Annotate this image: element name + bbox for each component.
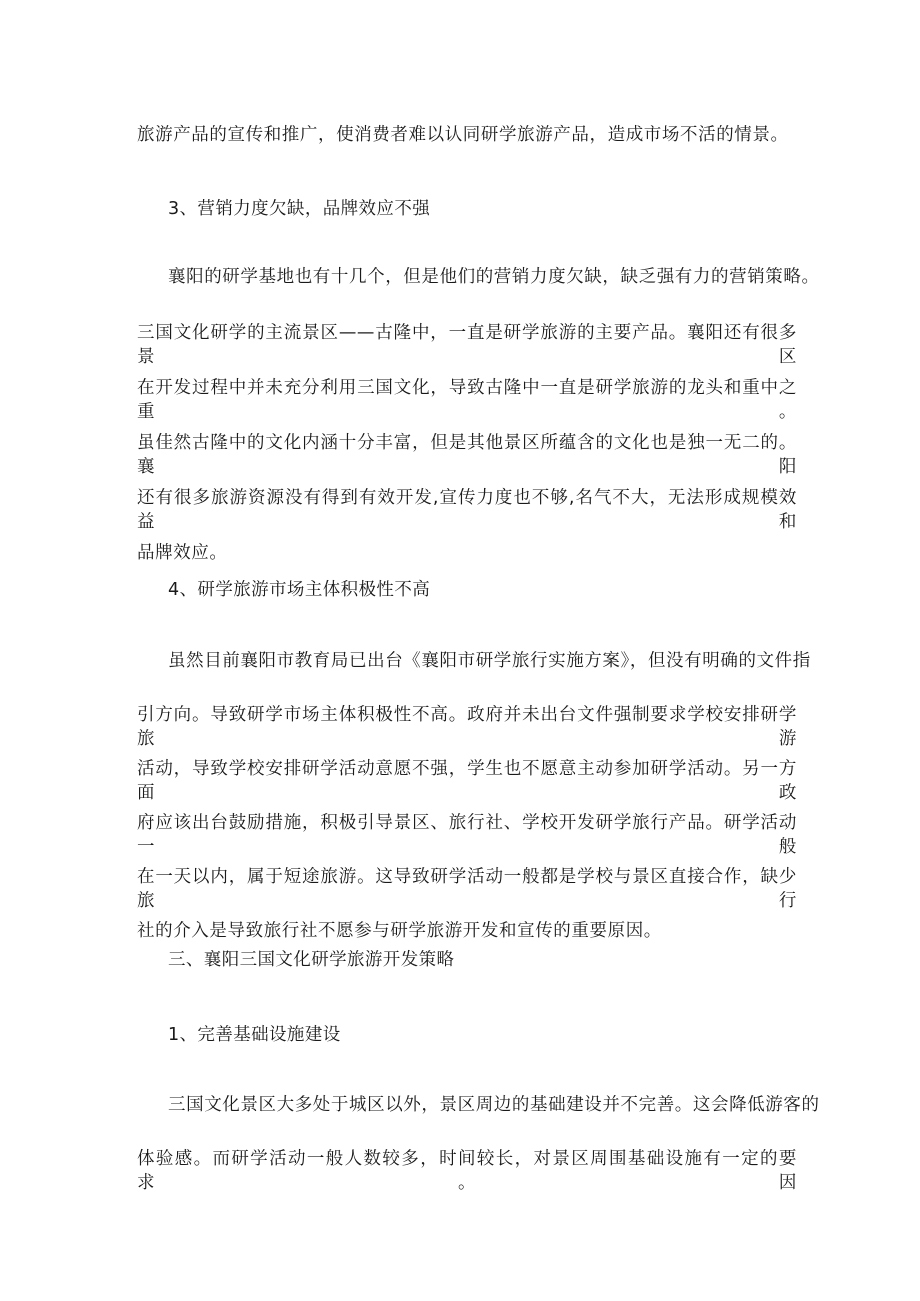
paragraph-line: 活动，导致学校安排研学活动意愿不强，学生也不愿意主动参加研学活动。另一方面政: [137, 759, 797, 803]
paragraph-line: 品牌效应。: [137, 543, 228, 563]
paragraph-line: 虽佳然古隆中的文化内涵十分丰富，但是其他景区所蕴含的文化也是独一无二的。襄阳: [137, 433, 797, 477]
paragraph-line: 引方向。导致研学市场主体积极性不高。政府并未出台文件强制要求学校安排研学旅游: [137, 705, 797, 749]
paragraph-line: 还有很多旅游资源没有得到有效开发,宣传力度也不够,名气不大，无法形成规模效益和: [137, 488, 797, 532]
paragraph-line: 体验感。而研学活动一般人数较多，时间较长，对景区周围基础设施有一定的要求。因: [137, 1149, 797, 1193]
paragraph-line: 旅游产品的宣传和推广，使消费者难以认同研学旅游产品，造成市场不活的情景。: [137, 125, 789, 145]
subheading-marketing: 3、营销力度欠缺，品牌效应不强: [168, 199, 431, 219]
paragraph-line: 在开发过程中并未充分利用三国文化，导致古隆中一直是研学旅游的龙头和重中之重。: [137, 378, 797, 422]
paragraph-line: 府应该出台鼓励措施，积极引导景区、旅行社、学校开发研学旅行产品。研学活动一般: [137, 813, 797, 857]
paragraph-line: 在一天以内，属于短途旅游。这导致研学活动一般都是学校与景区直接合作，缺少旅行: [137, 867, 797, 911]
section-heading: 三、襄阳三国文化研学旅游开发策略: [168, 950, 455, 970]
subheading-infrastructure: 1、完善基础设施建设: [168, 1025, 341, 1045]
paragraph-line: 三国文化景区大多处于城区以外，景区周边的基础建设并不完善。这会降低游客的: [168, 1095, 820, 1115]
paragraph-line: 社的介入是导致旅行社不愿参与研学旅游开发和宣传的重要原因。: [137, 921, 662, 941]
paragraph-line: 襄阳的研学基地也有十几个，但是他们的营销力度欠缺，缺乏强有力的营销策略。: [168, 267, 820, 287]
subheading-market-enthusiasm: 4、研学旅游市场主体积极性不高: [168, 580, 431, 600]
paragraph-line: 三国文化研学的主流景区——古隆中，一直是研学旅游的主要产品。襄阳还有很多景区: [137, 323, 797, 367]
paragraph-line: 虽然目前襄阳市教育局已出台《襄阳市研学旅行实施方案》，但没有明确的文件指: [168, 651, 811, 671]
